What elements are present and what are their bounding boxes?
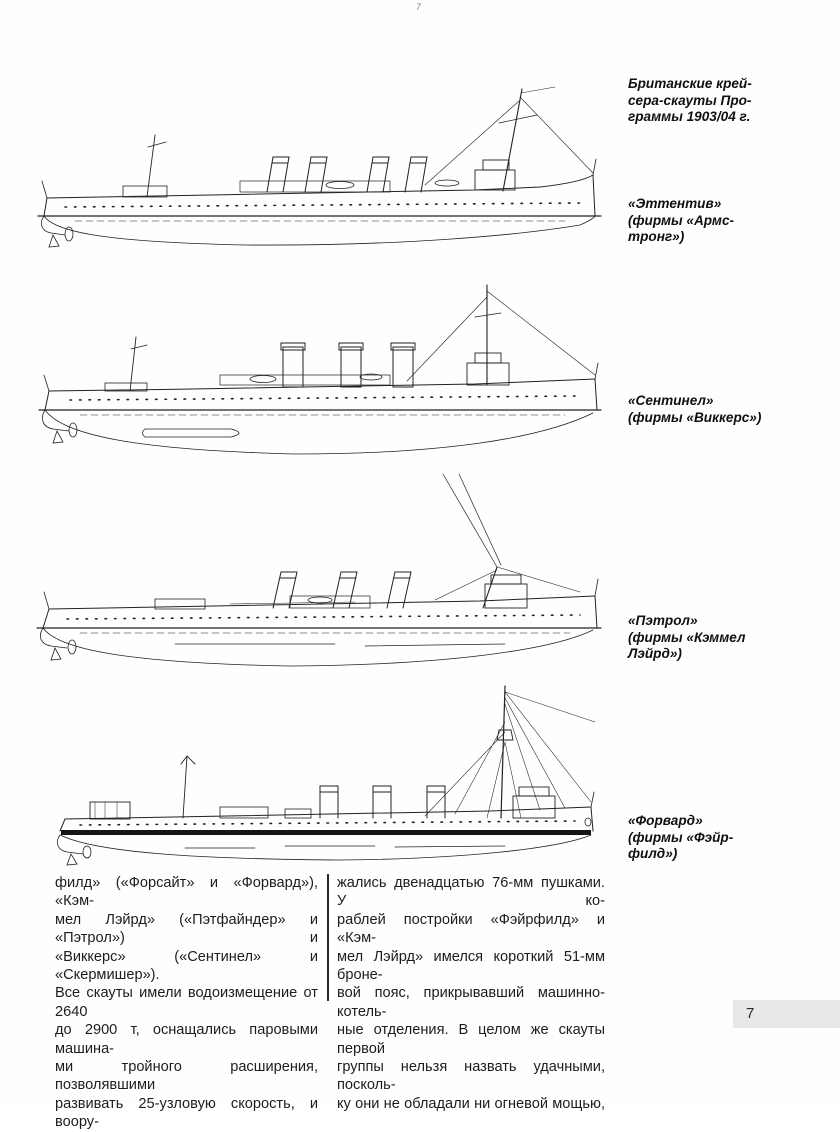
caption-forward (628, 813, 803, 863)
page-number: 7 (746, 1005, 755, 1022)
caption-line: филд») (628, 846, 678, 862)
body-text-line: раблей постройки «Фэйрфилд» и «Кэм- (337, 911, 605, 947)
caption-patrol (628, 613, 803, 663)
caption-sentinel (628, 393, 803, 426)
caption-line: тронг») (628, 229, 685, 245)
caption-line: (фирмы «Виккерс») (628, 409, 762, 425)
print-artifact: 7 (416, 2, 422, 12)
caption-line: Лэйрд») (628, 646, 682, 662)
caption-line: сера-скауты Про- (628, 92, 752, 108)
body-text-line: Все скауты имели водоизмещение от 2640 (55, 985, 318, 1020)
caption-line: (фирмы «Кэммел (628, 629, 746, 645)
page-number-box (733, 1000, 840, 1028)
body-text-right-column (337, 874, 605, 1113)
body-text-line: жались двенадцатью 76-мм пушками. У ко- (337, 875, 605, 910)
caption-line: граммы 1903/04 г. (628, 109, 751, 125)
ship-drawing-attentive (35, 85, 605, 255)
body-text-line: филд» («Форсайт» и «Форвард»), «Кэм- (55, 875, 318, 910)
caption-line: Британские крей- (628, 76, 752, 91)
body-text-left-column (55, 874, 318, 1132)
caption-line: «Сентинел» (628, 393, 714, 408)
ship-drawing-forward (35, 682, 605, 868)
body-text-line: развивать 25-узловую скорость, и воору- (55, 1095, 318, 1131)
body-text-line: «Виккерс» («Сентинел» и «Скермишер»). (55, 948, 318, 984)
caption-line: «Форвард» (628, 813, 703, 828)
caption-line: (фирмы «Фэйр- (628, 829, 734, 845)
body-text-line: ми тройного расширения, позволявшими (55, 1059, 318, 1094)
body-text-line: ку они не обладали ни огневой мощью, (337, 1095, 605, 1112)
caption-attentive (628, 196, 803, 246)
column-divider (327, 874, 329, 1001)
body-text-line: мел Лэйрд» имелся короткий 51-мм броне- (337, 948, 605, 984)
ship-drawing-sentinel (35, 283, 605, 465)
ship-drawing-patrol (35, 472, 605, 675)
body-text-line: вой пояс, прикрывавший машинно-котель- (337, 985, 605, 1020)
body-text-line: мел Лэйрд» («Пэтфайндер» и «Пэтрол») и (55, 911, 318, 947)
figure-header-caption (628, 76, 803, 126)
caption-line: «Эттентив» (628, 196, 722, 211)
caption-line: (фирмы «Армс- (628, 212, 735, 228)
body-text-line: группы нельзя назвать удачными, посколь- (337, 1059, 605, 1094)
body-text-line: ные отделения. В целом же скауты первой (337, 1022, 605, 1057)
body-text-line: до 2900 т, оснащались паровыми машина- (55, 1022, 318, 1057)
caption-line: «Пэтрол» (628, 613, 698, 628)
